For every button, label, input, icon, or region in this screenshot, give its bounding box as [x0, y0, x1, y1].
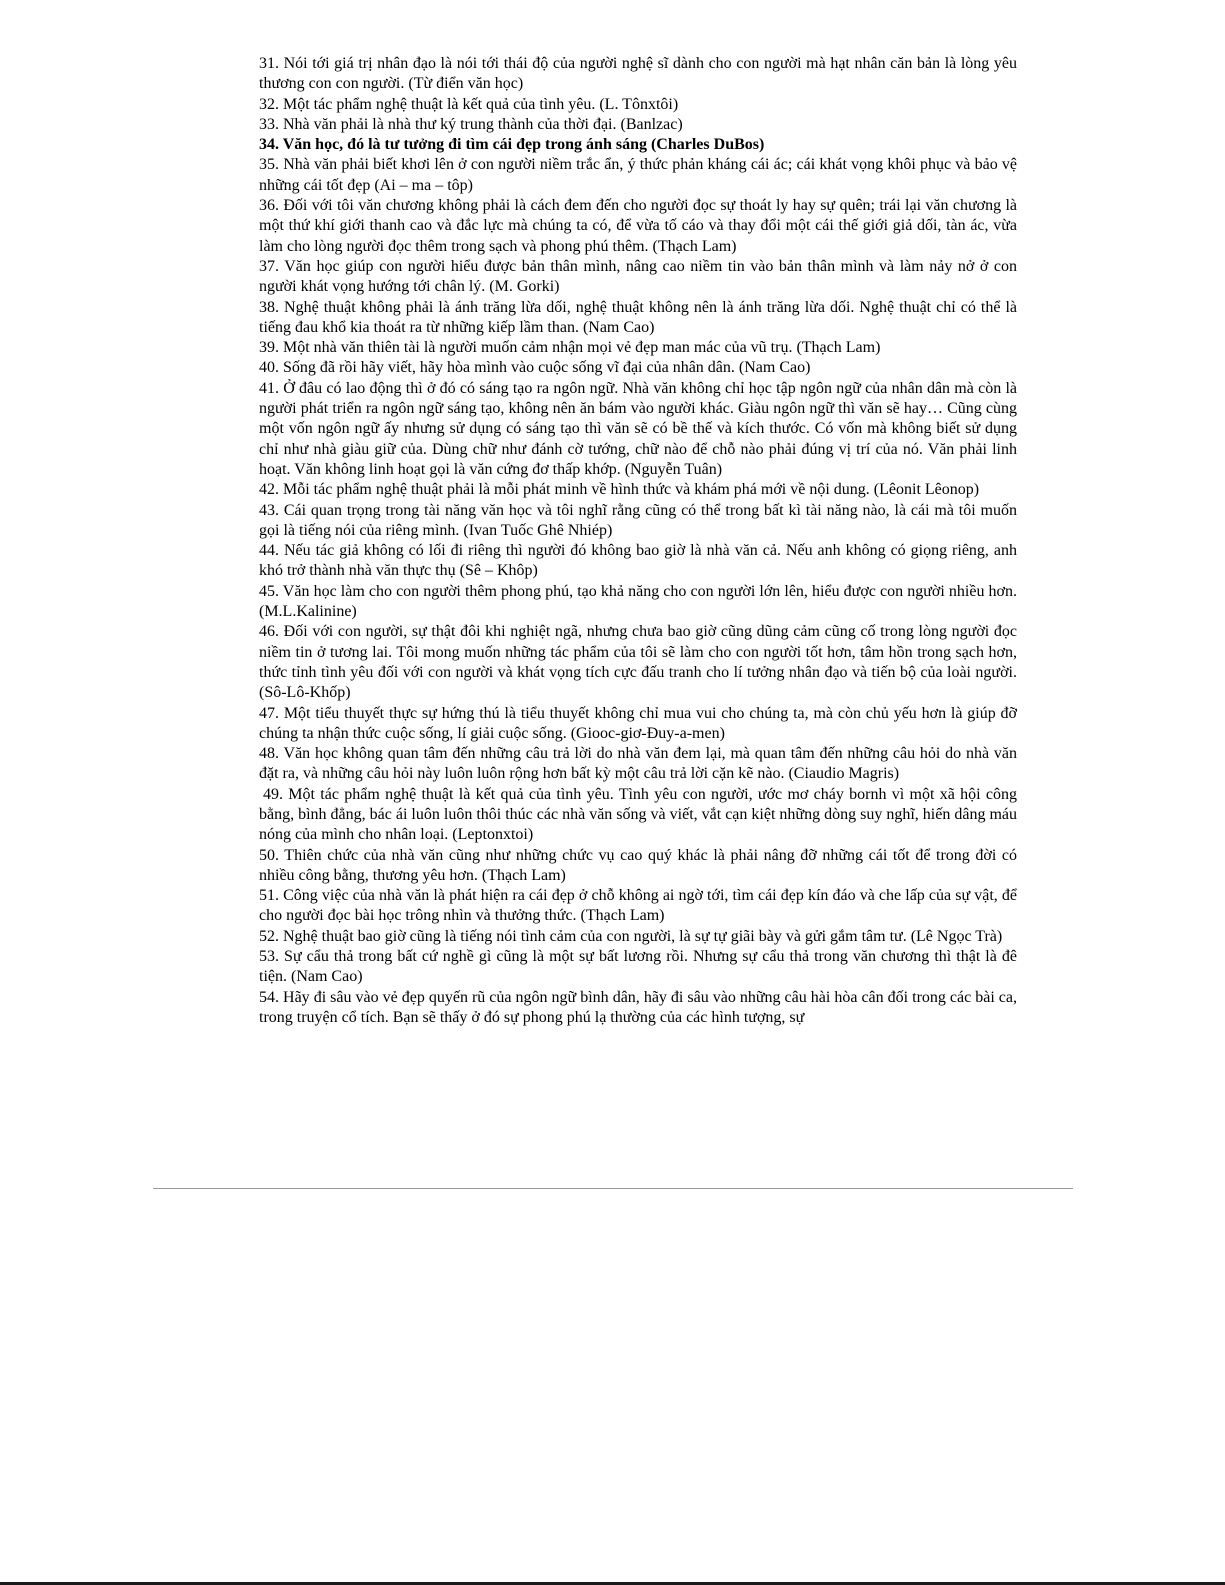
- quote-item: 41. Ở đâu có lao động thì ở đó có sáng tạo ra ngôn ngữ. Nhà văn không chỉ học tập ngôn ngữ của nhân dân mà còn là người phát triển ra ngôn ngữ sáng tạo, không nên ăn bám vào người khác. Giàu ngôn ngữ thì văn sẽ hay… Cũng cùng một vốn ngôn ngữ ấy nhưng sử dụng có sáng tạo thì văn sẽ có bề thế và kích thước. Có vốn mà không biết sử dụng chỉ như nhà giàu giữ của. Dùng chữ như đánh cờ tướng, chữ nào để chỗ nào phải đúng vị trí của nó. Văn phải linh hoạt. Văn không linh hoạt gọi là văn cứng đơ thấp khớp. (Nguyễn Tuân): [259, 379, 1017, 478]
- document-body: [259, 54, 1017, 1028]
- quote-item: 45. Văn học làm cho con người thêm phong phú, tạo khả năng cho con người lớn lên, hiểu được con người nhiều hơn. (M.L.Kalinine): [259, 582, 1017, 621]
- quote-item: 44. Nếu tác giả không có lối đi riêng thì người đó không bao giờ là nhà văn cả. Nếu anh không có giọng riêng, anh khó trở thành nhà văn thực thụ (Sê – Khôp): [259, 542, 1017, 580]
- quote-item: 46. Đối với con người, sự thật đôi khi nghiệt ngã, nhưng chưa bao giờ cũng dũng cảm cũng cố trong lòng người đọc niềm tin ở tương lai. Tôi mong muốn những tác phẩm của tôi sẽ làm cho con người tốt hơn, tâm hồn trong sạch hơn, thức tỉnh tình yêu đối với con người và khát vọng tích cực đấu tranh cho lí tưởng nhân đạo và tiến bộ của loài người. (Sô-Lô-Khốp): [259, 623, 1017, 702]
- quote-item: 47. Một tiểu thuyết thực sự hứng thú là tiểu thuyết không chỉ mua vui cho chúng ta, mà còn chủ yếu hơn là giúp đỡ chúng ta nhận thức cuộc sống, lí giải cuộc sống. (Giooc-giơ-Đuy-a-men): [259, 704, 1017, 742]
- quote-item: 51. Công việc của nhà văn là phát hiện ra cái đẹp ở chỗ không ai ngờ tới, tìm cái đẹp kín đáo và che lấp của sự vật, để cho người đọc bài học trông nhìn và thưởng thức. (Thạch Lam): [259, 887, 1017, 925]
- quote-item: 35. Nhà văn phải biết khơi lên ở con người niềm trắc ẩn, ý thức phản kháng cái ác; cái khát vọng khôi phục và bảo vệ những cái tốt đẹp (Ai – ma – tôp): [259, 156, 1017, 194]
- quote-item: 39. Một nhà văn thiên tài là người muốn cảm nhận mọi vẻ đẹp man mác của vũ trụ. (Thạch Lam): [259, 339, 881, 357]
- quote-item: 42. Mỗi tác phẩm nghệ thuật phải là mỗi phát minh về hình thức và khám phá mới về nội dung. (Lêonit Lêonop): [259, 481, 980, 499]
- quote-item: 43. Cái quan trọng trong tài năng văn học và tôi nghĩ rằng cũng có thể trong bất kì tài năng nào, là cái mà tôi muốn gọi là tiếng nói của riêng mình. (Ivan Tuốc Ghê Nhiép): [259, 501, 1017, 539]
- quote-item: 52. Nghệ thuật bao giờ cũng là tiếng nói tình cảm của con người, là sự tự giãi bày và gửi gắm tâm tư. (Lê Ngọc Trà): [259, 927, 1003, 945]
- quote-item: 48. Văn học không quan tâm đến những câu trả lời do nhà văn đem lại, mà quan tâm đến những câu hỏi do nhà văn đặt ra, và những câu hỏi này luôn luôn rộng hơn bất kỳ một câu trả lời cặn kẽ nào. (Ciaudio Magris): [259, 745, 1017, 783]
- quote-item: 53. Sự cẩu thả trong bất cứ nghề gì cũng là một sự bất lương rồi. Nhưng sự cẩu thả trong văn chương thì thật là đê tiện. (Nam Cao): [259, 948, 1017, 986]
- page-divider: [153, 1188, 1073, 1189]
- quote-item-highlighted: 34. Văn học, đó là tư tưởng đi tìm cái đẹp trong ánh sáng (Charles DuBos): [259, 136, 765, 154]
- quote-item: 31. Nói tới giá trị nhân đạo là nói tới thái độ của người nghệ sĩ dành cho con người mà hạt nhân căn bản là lòng yêu thương con con người. (Từ điển văn học): [259, 55, 1017, 93]
- quote-item: 49. Một tác phẩm nghệ thuật là kết quả của tình yêu. Tình yêu con người, ước mơ cháy bornh vì một xã hội công bằng, bình đẳng, bác ái luôn luôn thôi thúc các nhà văn sống và viết, vắt cạn kiệt những dòng suy nghĩ, hiến dâng máu nóng của mình cho nhân loại. (Leptonxtoi): [259, 785, 1017, 844]
- quote-item: 32. Một tác phẩm nghệ thuật là kết quả của tình yêu. (L. Tônxtôi): [259, 95, 679, 113]
- quote-item: 54. Hãy đi sâu vào vẻ đẹp quyến rũ của ngôn ngữ bình dân, hãy đi sâu vào những câu hài hòa cân đối trong các bài ca, trong truyện cổ tích. Bạn sẽ thấy ở đó sự phong phú lạ thường của các hình tượng, sự: [259, 988, 1017, 1026]
- quote-item: 40. Sống đã rồi hãy viết, hãy hòa mình vào cuộc sống vĩ đại của nhân dân. (Nam Cao): [259, 359, 811, 377]
- quote-item: 38. Nghệ thuật không phải là ánh trăng lừa dối, nghệ thuật không nên là ánh trăng lừa dối. Nghệ thuật chỉ có thể là tiếng đau khổ kia thoát ra từ những kiếp lầm than. (Nam Cao): [259, 298, 1017, 336]
- quote-item: 50. Thiên chức của nhà văn cũng như những chức vụ cao quý khác là phải nâng đỡ những cái tốt để trong đời có nhiều công bằng, thương yêu hơn. (Thạch Lam): [259, 846, 1017, 884]
- quote-item: 36. Đối với tôi văn chương không phải là cách đem đến cho người đọc sự thoát ly hay sự quên; trái lại văn chương là một thứ khí giới thanh cao và đắc lực mà chúng ta có, để vừa tố cáo và thay đổi một cái thế giới giả dối, tàn ác, vừa làm cho lòng người đọc thêm trong sạch và phong phú thêm. (Thạch Lam): [259, 197, 1017, 255]
- quote-item: 33. Nhà văn phải là nhà thư ký trung thành của thời đại. (Banlzac): [259, 115, 683, 133]
- quote-item: 37. Văn học giúp con người hiểu được bản thân mình, nâng cao niềm tin vào bản thân mình và làm nảy nở ở con người khát vọng hướng tới chân lý. (M. Gorki): [259, 257, 1017, 296]
